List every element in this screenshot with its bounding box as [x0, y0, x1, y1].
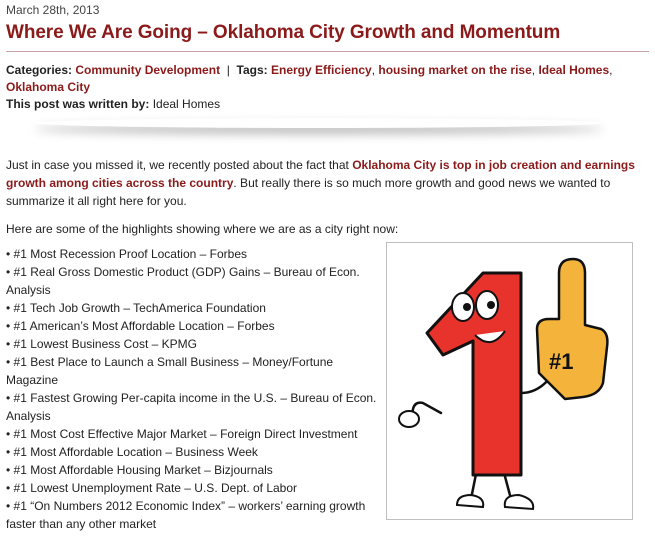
list-item: • #1 Most Affordable Housing Market – Bizjournals — [6, 461, 378, 479]
list-item: • #1 American’s Most Affordable Location – Forbes — [6, 317, 378, 335]
list-item: • #1 Most Affordable Location – Business Week — [6, 443, 378, 461]
foam-finger-text: #1 — [549, 349, 574, 374]
author-label: This post was written by: — [6, 97, 150, 111]
list-item: • #1 Best Place to Launch a Small Business – Money/Fortune Magazine — [6, 353, 378, 389]
intro-text: Just in case you missed it, we recently posted about the fact that — [6, 158, 353, 172]
header-shadow-divider — [34, 118, 604, 128]
post-title[interactable]: Where We Are Going – Oklahoma City Growth and Momentum — [6, 22, 561, 43]
tag-link[interactable]: Ideal Homes — [538, 63, 610, 77]
meta-separator: | — [226, 63, 230, 77]
list-item: • #1 “On Numbers 2012 Economic Index” – workers’ earning growth faster than any other market — [6, 497, 378, 533]
tag-link[interactable]: housing market on the rise — [378, 63, 532, 77]
number-one-cartoon-icon — [387, 243, 632, 519]
intro-link[interactable]: Oklahoma City is top in job creation and earnings growth among cities across the country — [6, 158, 635, 190]
list-item: • #1 Lowest Business Cost – KPMG — [6, 335, 378, 353]
list-item: • #1 Most Cost Effective Major Market – Foreign Direct Investment — [6, 425, 378, 443]
list-item: • #1 Most Recession Proof Location – Forbes — [6, 245, 378, 263]
category-link[interactable]: Community Development — [75, 63, 221, 77]
list-item: • #1 Fastest Growing Per-capita income in the U.S. – Bureau of Econ. Analysis — [6, 389, 378, 425]
tag-link[interactable]: Oklahoma City — [6, 80, 91, 94]
tag-link[interactable]: Energy Efficiency — [271, 63, 372, 77]
tags-label: Tags: — [236, 63, 268, 77]
author-name: Ideal Homes — [152, 97, 221, 111]
post-meta: Categories: Community Development | Tags: Energy Efficiency, housing market on the rise, Ideal Homes, Oklahoma City This post was written by: Ideal Homes — [6, 63, 613, 111]
highlights-list — [6, 245, 378, 533]
categories-label: Categories: — [6, 63, 73, 77]
intro-paragraph — [6, 156, 646, 210]
intro-text: . But really there is so much more growth and good news we wanted to summarize it all right here for you. — [6, 176, 611, 208]
list-item: • #1 Tech Job Growth – TechAmerica Foundation — [6, 299, 378, 317]
title-divider — [6, 51, 649, 52]
number-one-cartoon-image — [386, 242, 633, 520]
highlights-lead: Here are some of the highlights showing where we are as a city right now: — [6, 222, 399, 236]
list-item: • #1 Lowest Unemployment Rate – U.S. Dept. of Labor — [6, 479, 378, 497]
post-date: March 28th, 2013 — [6, 3, 100, 17]
list-item: • #1 Real Gross Domestic Product (GDP) Gains – Bureau of Econ. Analysis — [6, 263, 378, 299]
